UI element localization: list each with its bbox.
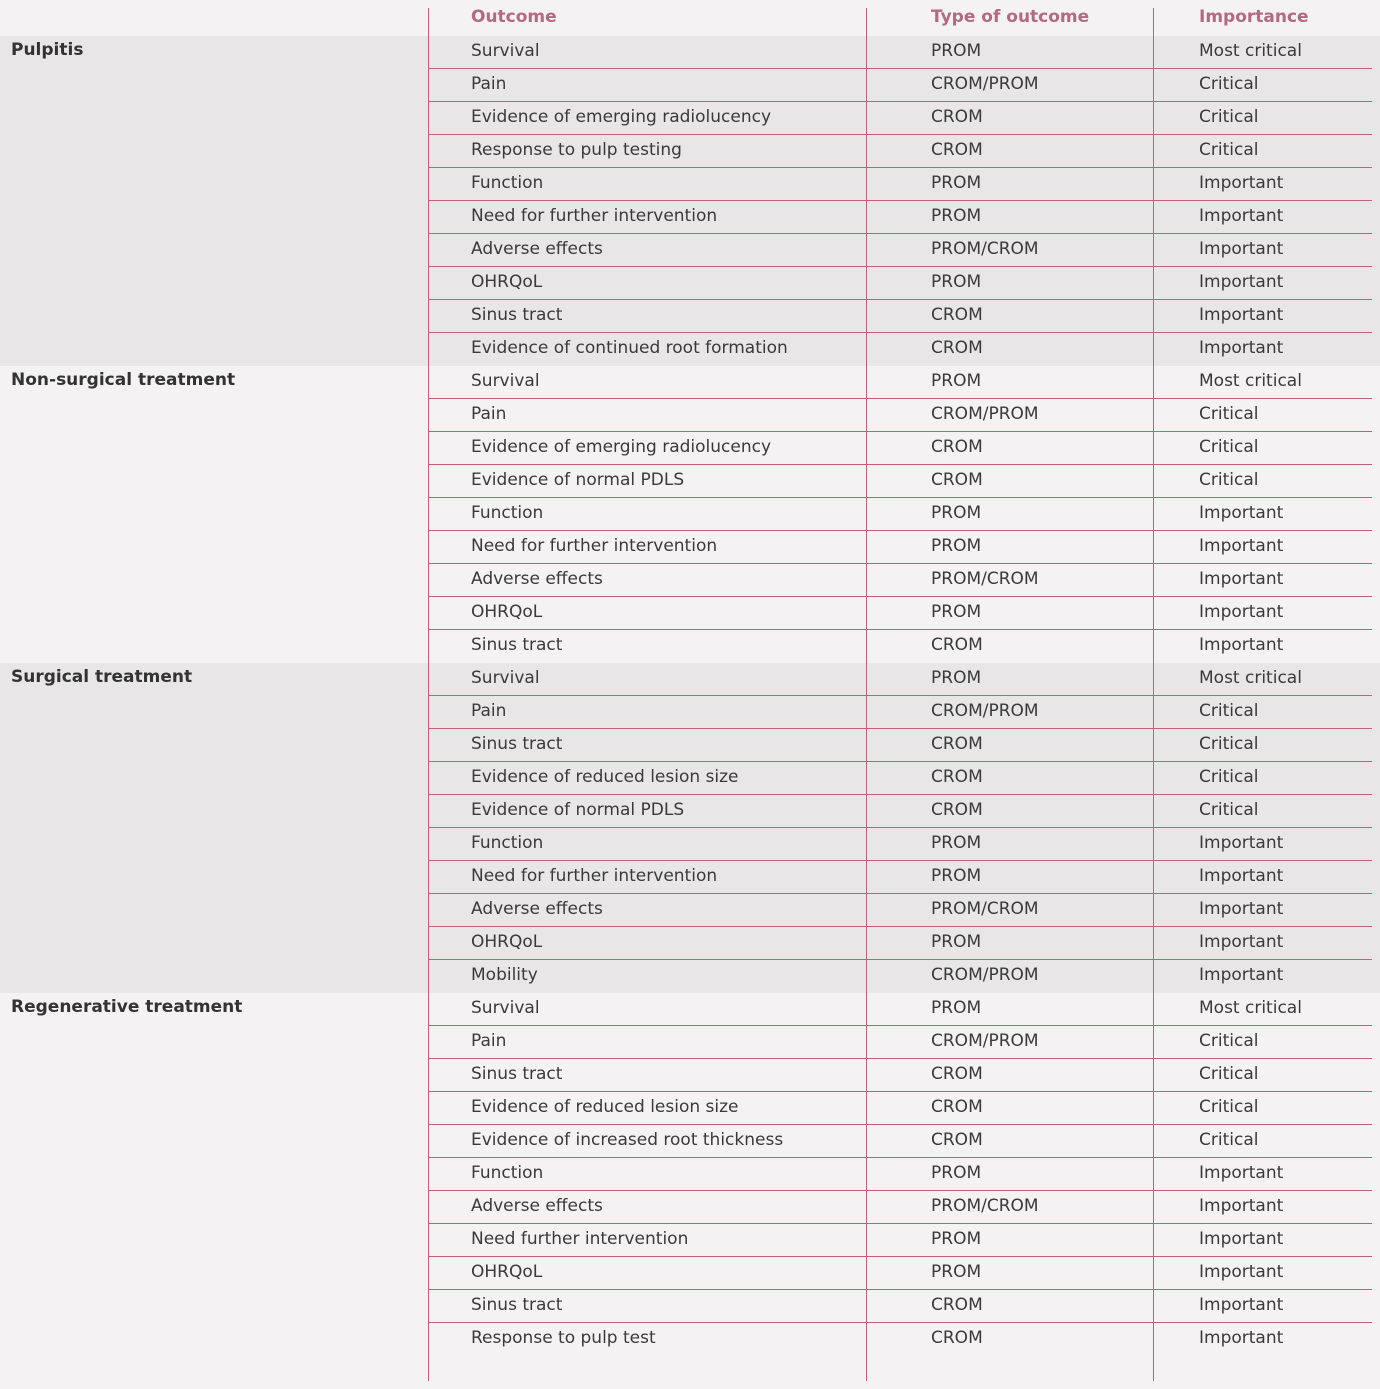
type-cell: CROM xyxy=(931,107,983,127)
outcome-cell: Adverse effects xyxy=(471,239,603,259)
type-cell: PROM xyxy=(931,536,982,556)
importance-cell: Important xyxy=(1199,602,1284,622)
type-cell: CROM xyxy=(931,1130,983,1150)
table-row xyxy=(0,102,1380,135)
column-divider xyxy=(1153,8,1154,1381)
table-row xyxy=(0,927,1380,960)
type-cell: PROM xyxy=(931,668,982,688)
outcome-cell: Evidence of normal PDLS xyxy=(471,800,685,820)
type-cell: CROM xyxy=(931,767,983,787)
table-row xyxy=(0,1224,1380,1257)
type-cell: PROM xyxy=(931,1262,982,1282)
outcome-cell: Adverse effects xyxy=(471,899,603,919)
importance-cell: Critical xyxy=(1199,1064,1259,1084)
outcome-cell: Evidence of increased root thickness xyxy=(471,1130,784,1150)
importance-cell: Critical xyxy=(1199,140,1259,160)
importance-cell: Critical xyxy=(1199,1130,1259,1150)
importance-cell: Important xyxy=(1199,635,1284,655)
type-cell: CROM xyxy=(931,1064,983,1084)
outcome-cell: Function xyxy=(471,173,544,193)
outcome-cell: Survival xyxy=(471,668,540,688)
table-row xyxy=(0,498,1380,531)
table-row xyxy=(0,366,1380,399)
importance-cell: Important xyxy=(1199,1229,1284,1249)
importance-cell: Important xyxy=(1199,1262,1284,1282)
outcome-cell: Evidence of continued root formation xyxy=(471,338,788,358)
outcome-cell: Adverse effects xyxy=(471,569,603,589)
table-row xyxy=(0,729,1380,762)
type-cell: PROM xyxy=(931,602,982,622)
group-label: Pulpitis xyxy=(11,40,84,60)
type-cell: CROM xyxy=(931,437,983,457)
importance-cell: Critical xyxy=(1199,107,1259,127)
type-cell: PROM xyxy=(931,833,982,853)
outcome-cell: Response to pulp test xyxy=(471,1328,656,1348)
type-cell: PROM xyxy=(931,932,982,952)
outcome-cell: Survival xyxy=(471,371,540,391)
table-row xyxy=(0,201,1380,234)
importance-cell: Critical xyxy=(1199,701,1259,721)
table-row xyxy=(0,828,1380,861)
type-cell: CROM xyxy=(931,1328,983,1348)
importance-cell: Important xyxy=(1199,866,1284,886)
importance-cell: Most critical xyxy=(1199,41,1302,61)
importance-cell: Most critical xyxy=(1199,998,1302,1018)
importance-cell: Most critical xyxy=(1199,371,1302,391)
outcome-cell: Function xyxy=(471,833,544,853)
importance-cell: Important xyxy=(1199,899,1284,919)
table-row xyxy=(0,465,1380,498)
importance-cell: Important xyxy=(1199,1295,1284,1315)
table-row xyxy=(0,531,1380,564)
outcome-cell: Response to pulp testing xyxy=(471,140,682,160)
table-row xyxy=(0,795,1380,828)
outcome-cell: OHRQoL xyxy=(471,602,543,622)
outcome-cell: Sinus tract xyxy=(471,635,563,655)
type-cell: CROM xyxy=(931,734,983,754)
outcome-cell: Function xyxy=(471,1163,544,1183)
type-cell: PROM/CROM xyxy=(931,239,1039,259)
table-row xyxy=(0,1059,1380,1092)
table-row xyxy=(0,168,1380,201)
type-cell: PROM xyxy=(931,371,982,391)
table-row xyxy=(0,762,1380,795)
row-group xyxy=(0,663,1380,993)
table-row xyxy=(0,894,1380,927)
table-row xyxy=(0,399,1380,432)
type-cell: CROM/PROM xyxy=(931,1031,1039,1051)
outcome-cell: Sinus tract xyxy=(471,1295,563,1315)
type-cell: CROM xyxy=(931,1097,983,1117)
table-row xyxy=(0,69,1380,102)
table-row xyxy=(0,432,1380,465)
outcome-cell: Need for further intervention xyxy=(471,866,718,886)
importance-cell: Important xyxy=(1199,503,1284,523)
outcome-cell: Function xyxy=(471,503,544,523)
outcome-cell: Sinus tract xyxy=(471,305,563,325)
outcome-cell: Adverse effects xyxy=(471,1196,603,1216)
table-row xyxy=(0,234,1380,267)
outcome-cell: Evidence of emerging radiolucency xyxy=(471,107,772,127)
type-cell: PROM xyxy=(931,1163,982,1183)
table-row xyxy=(0,1257,1380,1290)
type-cell: CROM xyxy=(931,338,983,358)
header-importance: Importance xyxy=(1199,7,1309,27)
table-row xyxy=(0,993,1380,1026)
type-cell: PROM xyxy=(931,272,982,292)
type-cell: CROM xyxy=(931,470,983,490)
importance-cell: Critical xyxy=(1199,404,1259,424)
importance-cell: Important xyxy=(1199,1163,1284,1183)
importance-cell: Important xyxy=(1199,569,1284,589)
outcome-cell: Pain xyxy=(471,701,507,721)
importance-cell: Critical xyxy=(1199,437,1259,457)
column-divider xyxy=(866,8,867,1381)
group-label: Surgical treatment xyxy=(11,667,193,687)
importance-cell: Critical xyxy=(1199,470,1259,490)
type-cell: PROM/CROM xyxy=(931,899,1039,919)
outcome-cell: Survival xyxy=(471,998,540,1018)
outcome-cell: Need further intervention xyxy=(471,1229,689,1249)
column-divider xyxy=(428,8,429,1381)
importance-cell: Important xyxy=(1199,833,1284,853)
importance-cell: Critical xyxy=(1199,74,1259,94)
table-row xyxy=(0,1158,1380,1191)
type-cell: PROM xyxy=(931,206,982,226)
type-cell: CROM xyxy=(931,635,983,655)
outcome-cell: OHRQoL xyxy=(471,932,543,952)
outcome-cell: Mobility xyxy=(471,965,538,985)
importance-cell: Important xyxy=(1199,173,1284,193)
importance-cell: Important xyxy=(1199,1328,1284,1348)
table-row xyxy=(0,135,1380,168)
outcomes-table xyxy=(0,36,1380,1356)
table-row xyxy=(0,1191,1380,1224)
outcome-cell: Sinus tract xyxy=(471,1064,563,1084)
outcome-cell: Pain xyxy=(471,404,507,424)
header-type-of-outcome: Type of outcome xyxy=(931,7,1090,27)
table-row xyxy=(0,1092,1380,1125)
outcome-cell: Pain xyxy=(471,74,507,94)
row-group xyxy=(0,36,1380,366)
group-label: Non-surgical treatment xyxy=(11,370,236,390)
table-row xyxy=(0,597,1380,630)
table-header xyxy=(0,0,1380,36)
importance-cell: Critical xyxy=(1199,1097,1259,1117)
outcome-cell: Survival xyxy=(471,41,540,61)
outcome-cell: Evidence of emerging radiolucency xyxy=(471,437,772,457)
importance-cell: Important xyxy=(1199,305,1284,325)
outcome-cell: Evidence of reduced lesion size xyxy=(471,767,739,787)
table-row xyxy=(0,333,1380,366)
table-row xyxy=(0,960,1380,993)
row-group xyxy=(0,993,1380,1356)
type-cell: PROM xyxy=(931,173,982,193)
table-row xyxy=(0,1026,1380,1059)
type-cell: PROM xyxy=(931,1229,982,1249)
importance-cell: Important xyxy=(1199,272,1284,292)
type-cell: PROM xyxy=(931,866,982,886)
type-cell: CROM/PROM xyxy=(931,404,1039,424)
table-row xyxy=(0,861,1380,894)
outcome-cell: Sinus tract xyxy=(471,734,563,754)
importance-cell: Important xyxy=(1199,536,1284,556)
importance-cell: Important xyxy=(1199,965,1284,985)
importance-cell: Critical xyxy=(1199,767,1259,787)
outcome-cell: OHRQoL xyxy=(471,1262,543,1282)
outcome-cell: Evidence of normal PDLS xyxy=(471,470,685,490)
table-row xyxy=(0,1125,1380,1158)
importance-cell: Important xyxy=(1199,206,1284,226)
type-cell: CROM xyxy=(931,800,983,820)
row-group xyxy=(0,366,1380,663)
type-cell: CROM xyxy=(931,305,983,325)
outcome-cell: Need for further intervention xyxy=(471,536,718,556)
table-row xyxy=(0,696,1380,729)
table-row xyxy=(0,36,1380,69)
table-row xyxy=(0,1323,1380,1356)
importance-cell: Important xyxy=(1199,932,1284,952)
importance-cell: Important xyxy=(1199,1196,1284,1216)
type-cell: CROM xyxy=(931,1295,983,1315)
importance-cell: Most critical xyxy=(1199,668,1302,688)
outcome-cell: OHRQoL xyxy=(471,272,543,292)
type-cell: PROM xyxy=(931,503,982,523)
table-row xyxy=(0,1290,1380,1323)
type-cell: CROM/PROM xyxy=(931,701,1039,721)
importance-cell: Critical xyxy=(1199,1031,1259,1051)
importance-cell: Critical xyxy=(1199,800,1259,820)
type-cell: CROM/PROM xyxy=(931,74,1039,94)
outcome-cell: Evidence of reduced lesion size xyxy=(471,1097,739,1117)
table-row xyxy=(0,300,1380,333)
importance-cell: Critical xyxy=(1199,734,1259,754)
type-cell: CROM/PROM xyxy=(931,965,1039,985)
type-cell: CROM xyxy=(931,140,983,160)
type-cell: PROM xyxy=(931,41,982,61)
outcome-cell: Need for further intervention xyxy=(471,206,718,226)
type-cell: PROM/CROM xyxy=(931,569,1039,589)
importance-cell: Important xyxy=(1199,239,1284,259)
table-row xyxy=(0,267,1380,300)
type-cell: PROM xyxy=(931,998,982,1018)
group-label: Regenerative treatment xyxy=(11,997,243,1017)
type-cell: PROM/CROM xyxy=(931,1196,1039,1216)
header-outcome: Outcome xyxy=(471,7,557,27)
table-row xyxy=(0,630,1380,663)
importance-cell: Important xyxy=(1199,338,1284,358)
table-row xyxy=(0,663,1380,696)
outcome-cell: Pain xyxy=(471,1031,507,1051)
table-row xyxy=(0,564,1380,597)
